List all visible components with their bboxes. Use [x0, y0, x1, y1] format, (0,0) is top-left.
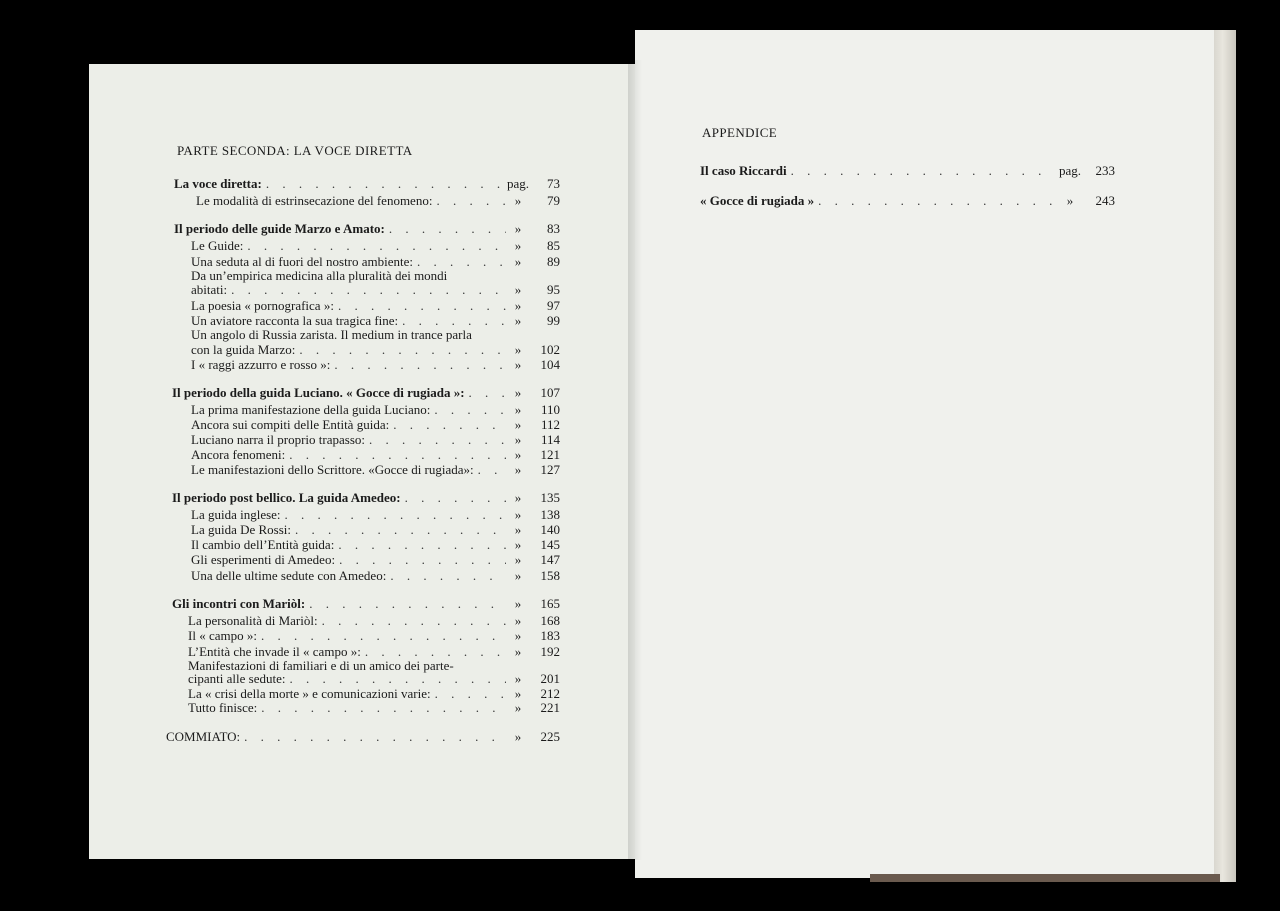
toc-entry: Le manifestazioni dello Scrittore. «Gocce di rugiada»: . . . » 127: [191, 462, 560, 477]
toc-entry: Gli esperimenti di Amedeo: . . . » 147: [191, 552, 560, 567]
toc-entry: Il caso Riccardi . . . pag. 233: [700, 163, 1115, 178]
toc-entry: Un aviatore racconta la sua tragica fine: . . . » 99: [191, 313, 560, 328]
toc-entry: Tutto finisce: . . . » 221: [188, 700, 560, 715]
section-heading: PARTE SECONDA: LA VOCE DIRETTA: [177, 143, 413, 158]
entry-title-line: Da un’empirica medicina alla pluralità dei mondi: [191, 268, 448, 283]
book-gutter: [628, 60, 642, 860]
toc-entry: La guida De Rossi: . . . » 140: [191, 522, 560, 537]
toc-entry: abitati: . . . » 95: [191, 282, 560, 297]
toc-entry: L’Entità che invade il « campo »: . . . » 192: [188, 644, 560, 659]
toc-entry: Il cambio dell’Entità guida: . . . » 145: [191, 537, 560, 552]
toc-entry: cipanti alle sedute: . . . » 201: [188, 671, 560, 686]
toc-entry: La poesia « pornografica »: . . . » 97: [191, 298, 560, 313]
toc-entry: [174, 176, 560, 191]
toc-entry: Le Guide: . . . » 85: [191, 238, 560, 253]
toc-entry: Una delle ultime sedute con Amedeo: . . . » 158: [191, 568, 560, 583]
toc-entry: con la guida Marzo: . . . » 102: [191, 342, 560, 357]
entry-title: Le modalità di estrinsecazione del fenomeno:: [196, 193, 433, 208]
appendix-heading: APPENDICE: [702, 125, 778, 140]
toc-entry: La personalità di Mariòl: . . . » 168: [188, 613, 560, 628]
entry-title: Il periodo delle guide Marzo e Amato:: [174, 221, 385, 236]
toc-entry: Gli incontri con Mariòl: . . . » 165: [172, 596, 560, 611]
toc-entry: Una seduta al di fuori del nostro ambiente: . . . » 89: [191, 254, 560, 269]
entry-title-line: Un angolo di Russia zarista. Il medium in trance parla: [191, 327, 472, 342]
toc-entry: Il « campo »: . . . » 183: [188, 628, 560, 643]
toc-entry: Il periodo post bellico. La guida Amedeo: . . . » 135: [172, 490, 560, 505]
toc-entry: Ancora fenomeni: . . . » 121: [191, 447, 560, 462]
entry-page: 73: [547, 176, 560, 191]
toc-entry: I « raggi azzurro e rosso »: . . . » 104: [191, 357, 560, 372]
toc-entry: Luciano narra il proprio trapasso: . . . » 114: [191, 432, 560, 447]
toc-entry: « Gocce di rugiada » . . . » 243: [700, 193, 1115, 208]
toc-entry: Ancora sui compiti delle Entità guida: . . . » 112: [191, 417, 560, 432]
toc-entry-commiato: COMMIATO: . . . » 225: [166, 729, 560, 744]
right-page: [635, 30, 1220, 878]
entry-title-line: Manifestazioni di familiari e di un amico dei parte-: [188, 658, 454, 673]
book-cover-edge: [870, 874, 1220, 882]
page-edge: [1214, 30, 1236, 882]
entry-marker: pag.: [506, 176, 530, 191]
toc-entry: La guida inglese: . . . » 138: [191, 507, 560, 522]
toc-entry: La « crisi della morte » e comunicazioni varie: . . . » 212: [188, 686, 560, 701]
toc-entry: Il periodo delle guide Marzo e Amato: . . . » 83: [174, 221, 560, 236]
toc-entry: Il periodo della guida Luciano. « Gocce di rugiada »: . . . » 107: [172, 385, 560, 400]
entry-title: La voce diretta:: [174, 176, 262, 191]
toc-entry: La prima manifestazione della guida Luciano: . . . » 110: [191, 402, 560, 417]
toc-entry: Le modalità di estrinsecazione del fenomeno: . . . » 79: [196, 193, 560, 208]
